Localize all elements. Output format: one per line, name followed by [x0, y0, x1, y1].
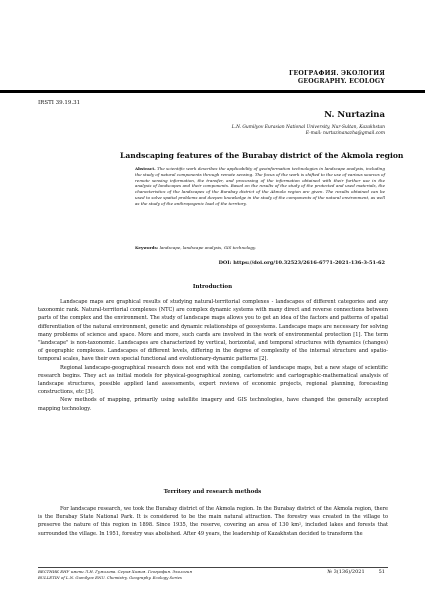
footer-rule [38, 567, 388, 568]
paragraph: New methods of mapping, primarily using satellite imagery and GIS technologies, have changed the generally accepted mapping technology. [38, 397, 388, 412]
author-email[interactable]: E-mail: nurtazinanazha@gmail.com [305, 131, 385, 136]
keywords-text: landscape, landscape analysis, GIS technology. [158, 245, 256, 250]
section-heading-territory: Territory and research methods [163, 489, 262, 495]
author-affiliation [232, 125, 385, 137]
author-name: N. Nurtazina [324, 110, 385, 120]
abstract-text: The scientific work describes the applicability of geoinformation technologies in landscape analysis, including the study of natural components through remote sensing. The focus of the work is shifted to the use of various sources of remote sensing information, the transfer, and processing of the information obtained with their further use in the analysis of landscapes and their components. Based on the results of the study of the protected and used materials, the characteristics of the landscapes of the Burabay district of the Akmola region are given. The results obtained can be used to solve spatial problems and deepen knowledge in the study of the components of the natural environment, as well as the study of the anthropogenic load of the territory. [135, 166, 385, 206]
header-rule [0, 90, 425, 93]
journal-footer [38, 569, 192, 580]
article-title: Landscaping features of the Burabay district of the Akmola region [120, 151, 404, 160]
affiliation-text: L.N. Gumilyov Eurasian National University, Nur-Sultan, Kazakhstan [231, 125, 385, 130]
journal-name-en: BULLETIN of L.N. Gumilyov ENU. Chemistry. Geography. Ecology Series [38, 574, 182, 580]
paragraph: Landscape maps are graphical results of studying natural-territorial complexes - landscapes of different categories and any taxonomic rank. Natural-territorial complexes (NTC) are complex dynamic systems with many direct and reverse connections between parts of the complex and the environment. The study of landscape maps allows you to get an idea of the factors and patterns of spatial differentiation of the natural environment, genetic and dynamic relationships of geosystems. Landscape maps are necessary for solving many problems of science and space. More and more, such cards are involved in the work of environmental protection [1]. The term "landscape" is non-taxonomic. Landscapes are characterized by vertical, horizontal, and temporal structures with dynamics (changes) of geographic complexes. Landscapes of different levels, differing in the degree of complexity of the internal structure and spatio-temporal scales, have their own special functional and evolutionary-dynamic patterns [2]. [38, 299, 388, 363]
journal-name-ru: ВЕСТНИК ЕНУ имени Л.Н. Гумилева. Серия Химия. География. Экология [38, 569, 192, 574]
doi-link[interactable]: DOI: https://doi.org/10.32523/2616-6771-2021-136-3-51-62 [218, 260, 385, 266]
section-title-ru: ГЕОГРАФИЯ. ЭКОЛОГИЯ [289, 70, 385, 77]
paragraph: For landscape research, we took the Burabay district of the Akmola region. In the Burabay district of the Akmola region, there is the Burabay State National Park. It is considered to be the main natural attraction. The forestry was created in the village to preserve the nature of this region in 1898. Since 1935, the reserve, covering an area of 130 km², included lakes and forests that surrounded the village. In 1951, forestry was abolished. After 49 years, the leadership of Kazakhstan decided to transform the [38, 506, 388, 537]
issue-info [327, 569, 385, 575]
introduction-text [38, 298, 388, 413]
keywords-label: Keywords: [135, 245, 159, 250]
abstract-label: Abstract. [135, 166, 156, 171]
abstract [135, 166, 385, 207]
keywords [135, 245, 385, 250]
paragraph: Regional landscape-geographical research does not end with the compilation of landscape maps, but a new stage of scientific research begins. They act as initial models for physical-geographical zoning, cartometric and cartographic-mathematical analysis of landscape structures, possible applied land assessments, expert reviews of economic projects, regional planning, forecasting constructions, etc [3]. [38, 364, 388, 396]
page-number: 51 [378, 569, 385, 575]
journal-section-header [289, 70, 385, 86]
irsti-code: IRSTI 39.19.31 [38, 100, 81, 106]
issue-number: № 3(136)/2021 [327, 569, 365, 575]
territory-text [38, 505, 388, 538]
section-title-en: GEOGRAPHY. ECOLOGY [297, 78, 385, 85]
section-heading-introduction: Introduction [192, 284, 233, 290]
